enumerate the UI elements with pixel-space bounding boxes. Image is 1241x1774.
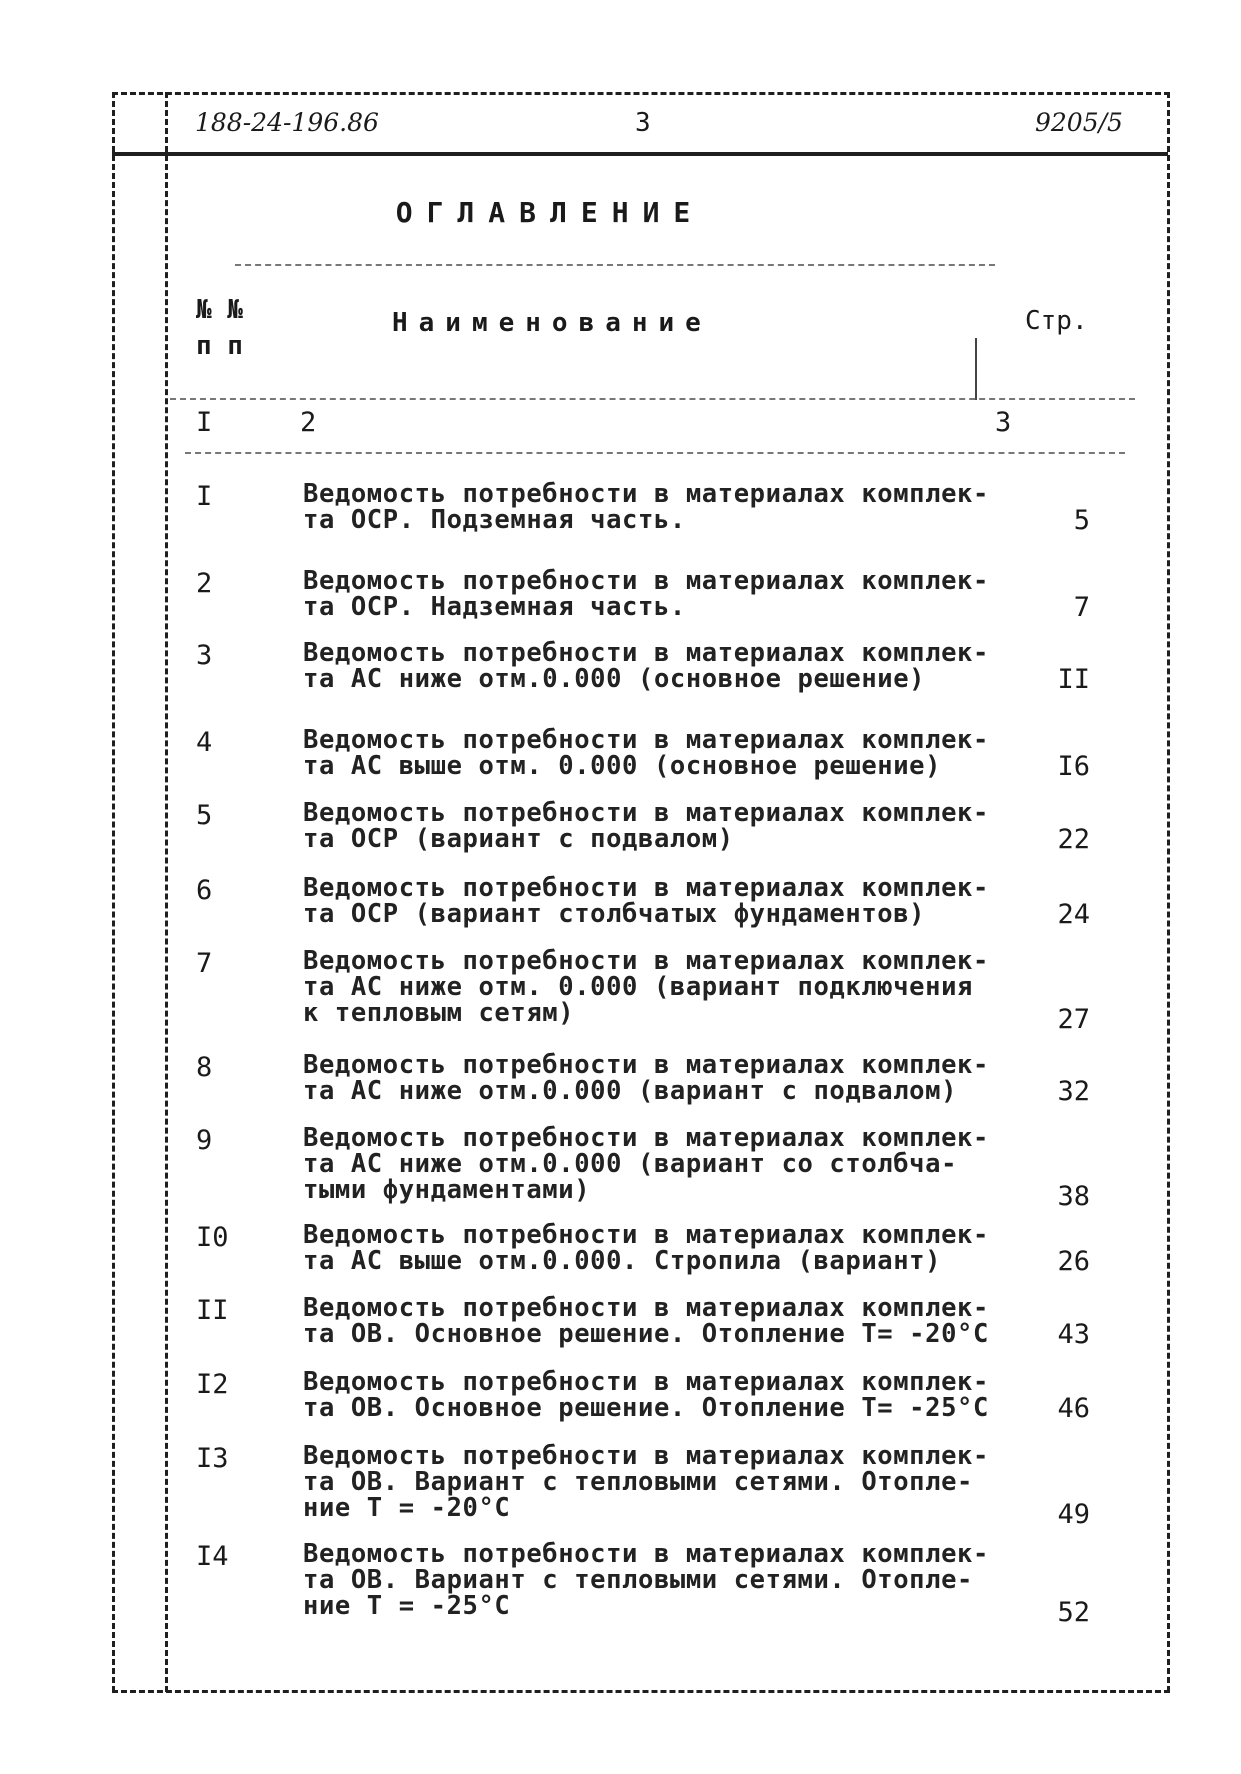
row-page: 49 [1057, 1499, 1090, 1530]
row-page: 43 [1057, 1319, 1090, 1350]
page-title: ОГЛАВЛЕНИЕ [395, 196, 705, 229]
row-name: Ведомость потребности в материалах комплек- та АС ниже отм.0.000 (вариант со столбча- тыми фундаментами) [303, 1123, 989, 1205]
row-page: 7 [1073, 592, 1090, 623]
row-number: I4 [196, 1541, 229, 1572]
row-name: Ведомость потребности в материалах комплек- та АС ниже отм.0.000 (основное решение) [303, 638, 989, 694]
page-number: 3 [635, 108, 651, 138]
row-name: Ведомость потребности в материалах комплек- та АС выше отм. 0.000 (основное решение) [303, 725, 989, 781]
row-page: 5 [1073, 505, 1090, 536]
row-name: Ведомость потребности в материалах комплек- та ОСР (вариант столбчатых фундаментов) [303, 873, 989, 929]
row-name: Ведомость потребности в материалах комплек- та ОВ. Основное решение. Отопление Т= -25°С [303, 1367, 989, 1423]
row-number: I2 [196, 1369, 229, 1400]
row-number: 4 [196, 727, 213, 758]
row-number: 9 [196, 1125, 213, 1156]
inner-margin-line [165, 92, 168, 1692]
row-name: Ведомость потребности в материалах комплек- та ОВ. Вариант с тепловыми сетями. Отопле- ние Т = -20°С [303, 1441, 989, 1523]
row-page: 46 [1057, 1393, 1090, 1424]
row-name: Ведомость потребности в материалах комплек- та АС ниже отм.0.000 (вариант с подвалом) [303, 1050, 989, 1106]
row-name: Ведомость потребности в материалах комплек- та ОСР. Подземная часть. [303, 479, 989, 535]
header-bottom-rule [170, 398, 1135, 400]
row-number: 5 [196, 800, 213, 831]
row-name: Ведомость потребности в материалах комплек- та ОСР (вариант с подвалом) [303, 798, 989, 854]
col-index-3: 3 [995, 407, 1012, 438]
frame-top-border [112, 92, 1170, 95]
row-page: 38 [1057, 1181, 1090, 1212]
row-number: 3 [196, 640, 213, 671]
row-page: I6 [1057, 751, 1090, 782]
row-page: 24 [1057, 899, 1090, 930]
frame-bottom-border [112, 1690, 1170, 1693]
row-number: 8 [196, 1052, 213, 1083]
col-index-rule [185, 452, 1125, 454]
row-name: Ведомость потребности в материалах комплек- та ОСР. Надземная часть. [303, 566, 989, 622]
row-page: 22 [1057, 824, 1090, 855]
row-page: 32 [1057, 1076, 1090, 1107]
col-index-2: 2 [300, 407, 317, 438]
header-rule [112, 152, 1168, 156]
row-number: I0 [196, 1222, 229, 1253]
row-number: I3 [196, 1443, 229, 1474]
row-page: 52 [1057, 1597, 1090, 1628]
frame-left-border [112, 92, 115, 1692]
row-name: Ведомость потребности в материалах комплек- та АС ниже отм. 0.000 (вариант подключения к тепловым сетям) [303, 946, 989, 1028]
col-page-header: Стр. [1025, 306, 1088, 336]
row-number: I [196, 481, 213, 512]
document-code: 188-24-196.86 [195, 108, 379, 137]
row-number: II [196, 1295, 229, 1326]
frame-right-border [1167, 92, 1170, 1692]
col-number-header: № № п п [196, 295, 243, 361]
row-number: 2 [196, 568, 213, 599]
row-page: 26 [1057, 1246, 1090, 1277]
document-number: 9205/5 [1035, 108, 1123, 137]
col-index-1: I [196, 407, 213, 438]
col-name-header: Наименование [392, 308, 712, 338]
row-page: II [1057, 664, 1090, 695]
title-rule [235, 264, 995, 266]
row-name: Ведомость потребности в материалах комплек- та ОВ. Вариант с тепловыми сетями. Отопле- ние Т = -25°С [303, 1539, 989, 1621]
row-page: 27 [1057, 1004, 1090, 1035]
row-number: 7 [196, 948, 213, 979]
row-name: Ведомость потребности в материалах комплек- та АС выше отм.0.000. Стропила (вариант) [303, 1220, 989, 1276]
row-name: Ведомость потребности в материалах комплек- та ОВ. Основное решение. Отопление Т= -20°С [303, 1293, 989, 1349]
header-column-divider [975, 338, 977, 400]
row-number: 6 [196, 875, 213, 906]
